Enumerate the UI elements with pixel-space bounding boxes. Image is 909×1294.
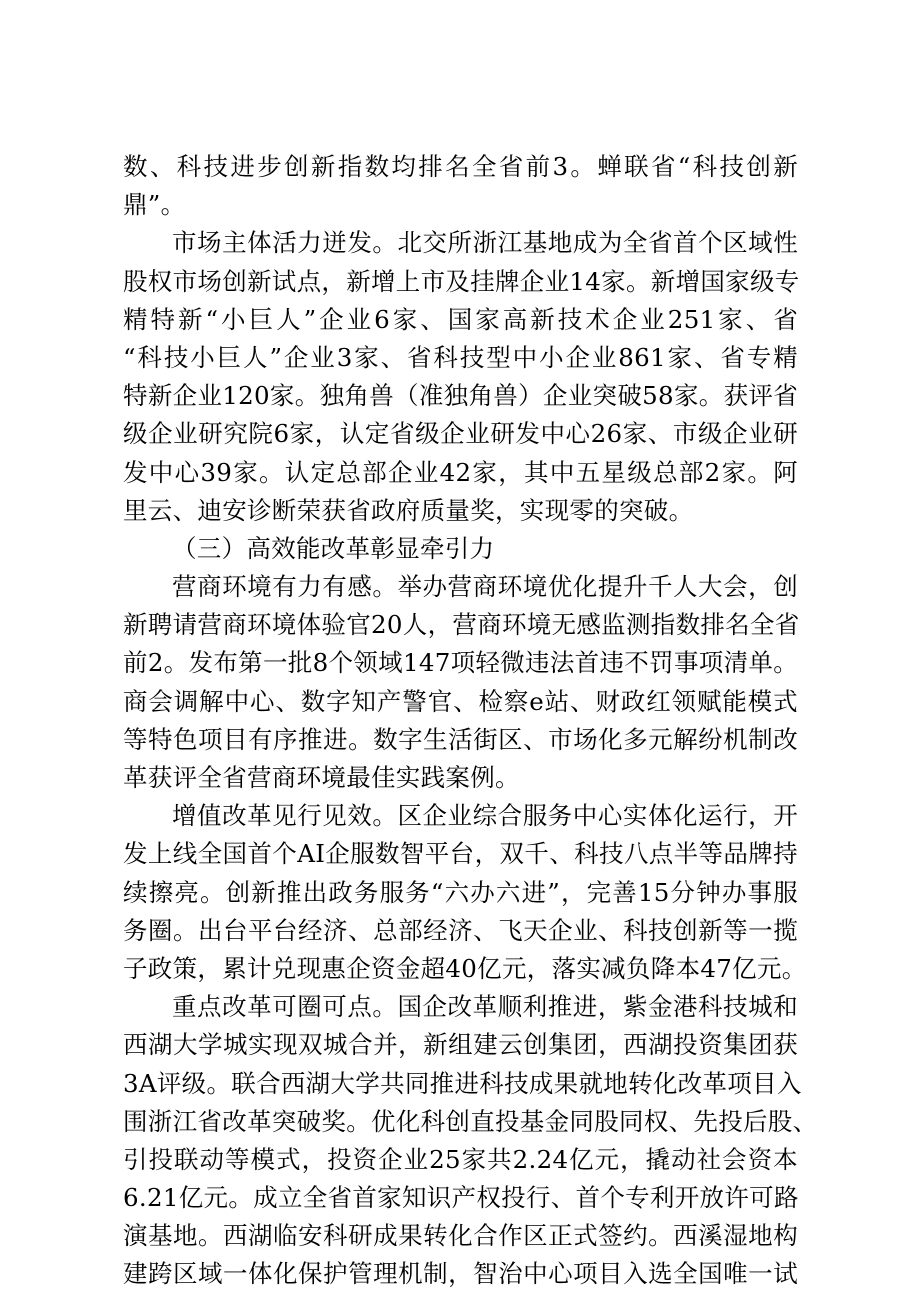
body-line: 6.21亿元。成立全省首家知识产权投行、首个专利开放许可路 xyxy=(123,1183,799,1213)
body-line: 3A评级。联合西湖大学共同推进科技成果就地转化改革项目入 xyxy=(123,1068,802,1098)
body-line: 续擦亮。创新推出政务服务“六办六进”，完善15分钟办事服 xyxy=(123,877,798,907)
body-line: 新聘请营商环境体验官20人，营商环境无感监测指数排名全省 xyxy=(123,610,800,640)
body-line: 演基地。西湖临安科研成果转化合作区正式签约。西溪湿地构 xyxy=(123,1221,798,1251)
body-line: 里云、迪安诊断荣获省政府质量奖，实现零的突破。 xyxy=(123,495,694,525)
body-line: “科技小巨人”企业3家、省科技型中小企业861家、省专精 xyxy=(123,342,798,372)
body-line: 特新企业120家。独角兽（准独角兽）企业突破58家。获评省 xyxy=(123,381,798,411)
body-line: 子政策，累计兑现惠企资金超40亿元，落实减负降本47亿元。 xyxy=(123,953,807,983)
body-line: 围浙江省改革突破奖。优化科创直投基金同股同权、先投后股、 xyxy=(123,1106,818,1136)
section-heading: （三）高效能改革彰显牵引力 xyxy=(172,533,495,563)
body-line: 务圈。出台平台经济、总部经济、飞天企业、科技创新等一揽 xyxy=(123,915,798,945)
body-line: 西湖大学城实现双城合并，新组建云创集团，西湖投资集团获 xyxy=(123,1030,798,1060)
body-line: 革获评全省营商环境最佳实践案例。 xyxy=(123,763,520,792)
paragraph-start-line: 增值改革见行见效。区企业综合服务中心实体化运行，开 xyxy=(172,801,798,831)
document-body xyxy=(123,148,818,1294)
body-line: 建跨区域一体化保护管理机制，智治中心项目入选全国唯一试 xyxy=(123,1259,798,1289)
body-line: 鼎”。 xyxy=(123,190,186,220)
body-line: 精特新“小巨人”企业6家、国家高新技术企业251家、省 xyxy=(123,304,798,334)
body-line: 前2。发布第一批8个领域147项轻微违法首违不罚事项清单。 xyxy=(123,648,798,678)
body-line: 商会调解中心、数字知产警官、检察e站、财政红领赋能模式 xyxy=(123,686,798,716)
paragraph-start-line: 重点改革可圈可点。国企改革顺利推进，紫金港科技城和 xyxy=(172,992,798,1022)
body-line: 发中心39家。认定总部企业42家，其中五星级总部2家。阿 xyxy=(123,457,798,487)
paragraph-start-line: 营商环境有力有感。举办营商环境优化提升千人大会，创 xyxy=(172,572,798,602)
body-line: 等特色项目有序推进。数字生活街区、市场化多元解纷机制改 xyxy=(123,724,798,754)
paragraph-start-line: 市场主体活力迸发。北交所浙江基地成为全省首个区域性 xyxy=(172,228,798,258)
body-line: 级企业研究院6家，认定省级企业研发中心26家、市级企业研 xyxy=(123,419,798,449)
body-line: 股权市场创新试点，新增上市及挂牌企业14家。新增国家级专 xyxy=(123,266,800,296)
body-line: 引投联动等模式，投资企业25家共2.24亿元，撬动社会资本 xyxy=(123,1144,798,1174)
body-line: 数、科技进步创新指数均排名全省前3。蝉联省“科技创新 xyxy=(123,152,798,181)
body-line: 发上线全国首个AI企服数智平台，双千、科技八点半等品牌持 xyxy=(123,839,798,869)
